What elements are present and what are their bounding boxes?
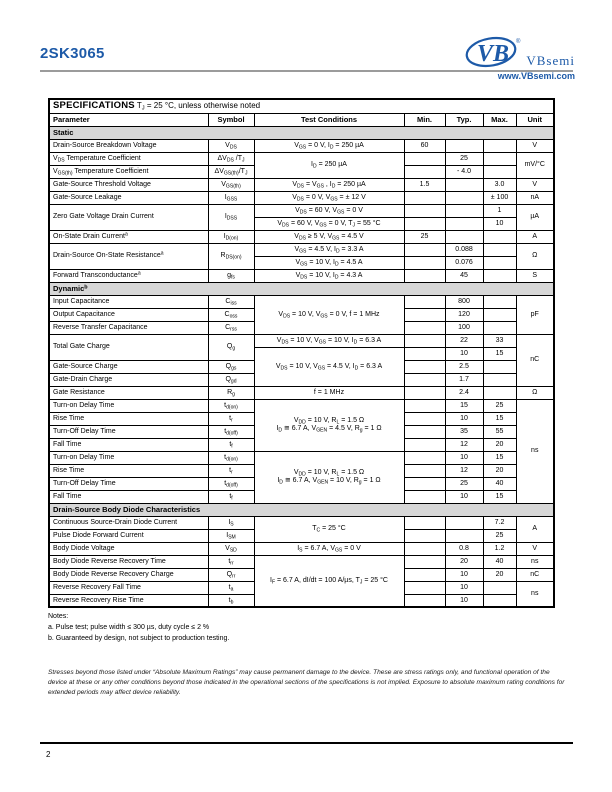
spec-cell: [404, 568, 445, 581]
note-b: b. Guaranteed by design, not subject to production testing.: [48, 635, 230, 643]
spec-cell: $V_{DD} = 10$ V, $R_L = 1.5$ Ω $I_D$ ≅ 6.7 A, $V_{GEN} = 4.5$ V, $R_g = 1$ Ω: [254, 399, 404, 451]
specifications-table: [48, 98, 555, 608]
vbsemi-monogram-icon: [465, 36, 523, 73]
spec-cell: $V_{DS}$: [208, 139, 254, 152]
spec-cell: 1.2: [483, 542, 516, 555]
spec-cell: µA: [516, 204, 554, 230]
spec-cell: $I_{GSS}$: [208, 191, 254, 204]
section-header-0: Static: [49, 126, 554, 139]
spec-cell: 33: [483, 334, 516, 347]
spec-cell: [483, 243, 516, 256]
col-header-symbol: Symbol: [208, 113, 254, 126]
spec-row: [49, 269, 554, 282]
spec-cell: $g_{fs}$: [208, 269, 254, 282]
spec-cell: Rise Time: [49, 412, 208, 425]
spec-cell: Turn-on Delay Time: [49, 451, 208, 464]
spec-row: [49, 191, 554, 204]
spec-cell: [404, 334, 445, 347]
spec-row: [49, 178, 554, 191]
spec-cell: [404, 308, 445, 321]
spec-cell: 10: [445, 412, 483, 425]
spec-cell: Drain-Source Breakdown Voltage: [49, 139, 208, 152]
spec-cell: V: [516, 542, 554, 555]
spec-cell: $t_{rr}$: [208, 555, 254, 568]
spec-cell: V: [516, 178, 554, 191]
spec-cell: 25: [445, 152, 483, 165]
spec-cell: Fall Time: [49, 438, 208, 451]
spec-cell: Body Diode Reverse Recovery Charge: [49, 568, 208, 581]
spec-cell: [404, 243, 445, 256]
spec-cell: [483, 295, 516, 308]
spec-cell: $t_{d(on)}$: [208, 399, 254, 412]
spec-cell: $V_{DS} = 10$ V, $V_{GS} = 10$ V, $I_D = 6.3$ A: [254, 334, 404, 347]
spec-cell: 0.076: [445, 256, 483, 269]
spec-cell: Gate-Source Threshold Voltage: [49, 178, 208, 191]
spec-row: [49, 386, 554, 399]
svg-text:®: ®: [516, 39, 521, 45]
spec-cell: V: [516, 139, 554, 152]
spec-cell: $C_{rss}$: [208, 321, 254, 334]
spec-cell: [404, 581, 445, 594]
spec-cell: $t_{d(off)}$: [208, 477, 254, 490]
spec-cell: $T_C = 25$ °C: [254, 516, 404, 542]
spec-cell: 10: [445, 581, 483, 594]
spec-cell: 10: [483, 217, 516, 230]
spec-cell: 35: [445, 425, 483, 438]
col-header-typ: Typ.: [445, 113, 483, 126]
spec-cell: 15: [483, 451, 516, 464]
spec-cell: $V_{GS} = 0$ V, $I_D = 250$ µA: [254, 139, 404, 152]
spec-cell: 20: [445, 555, 483, 568]
part-number: 2SK3065: [40, 45, 105, 62]
spec-cell: $I_D = 250$ µA: [254, 152, 404, 178]
page-number: 2: [46, 750, 51, 759]
spec-cell: pF: [516, 295, 554, 334]
spec-cell: [445, 191, 483, 204]
spec-cell: [404, 412, 445, 425]
spec-cell: 1.5: [404, 178, 445, 191]
spec-cell: ± 100: [483, 191, 516, 204]
spec-cell: 25: [445, 477, 483, 490]
spec-cell: Continuous Source-Drain Diode Current: [49, 516, 208, 529]
spec-cell: 120: [445, 308, 483, 321]
spec-cell: Reverse Recovery Fall Time: [49, 581, 208, 594]
spec-cell: nA: [516, 191, 554, 204]
spec-cell: 800: [445, 295, 483, 308]
spec-cell: Forward Transconductance$^a$: [49, 269, 208, 282]
spec-cell: 20: [483, 568, 516, 581]
spec-cell: $t_b$: [208, 594, 254, 607]
spec-cell: $I_F = 6.7$ A, dI/dt = 100 A/µs, $T_J = 25$ °C: [254, 555, 404, 607]
notes-heading: Notes:: [48, 613, 69, 621]
spec-cell: Ω: [516, 386, 554, 399]
spec-row: [49, 542, 554, 555]
spec-cell: $I_S$: [208, 516, 254, 529]
spec-cell: [445, 230, 483, 243]
spec-cell: 0.088: [445, 243, 483, 256]
spec-cell: mV/°C: [516, 152, 554, 178]
spec-cell: Turn-Off Delay Time: [49, 425, 208, 438]
spec-cell: 15: [483, 490, 516, 503]
spec-cell: [404, 516, 445, 529]
spec-cell: [483, 152, 516, 165]
spec-cell: Ω: [516, 243, 554, 269]
spec-cell: [483, 308, 516, 321]
spec-cell: 40: [483, 555, 516, 568]
spec-cell: $V_{DS} = 10$ V, $V_{GS} = 0$ V, f = 1 MHz: [254, 295, 404, 334]
spec-cell: 22: [445, 334, 483, 347]
spec-cell: [404, 295, 445, 308]
spec-cell: 60: [404, 139, 445, 152]
spec-cell: $V_{DS} = 60$ V, $V_{GS} = 0$ V: [254, 204, 404, 217]
spec-cell: 15: [483, 412, 516, 425]
spec-cell: Gate Resistance: [49, 386, 208, 399]
spec-row: [49, 152, 554, 165]
spec-cell: 10: [445, 347, 483, 360]
spec-cell: Body Diode Voltage: [49, 542, 208, 555]
spec-cell: [483, 386, 516, 399]
spec-cell: [445, 139, 483, 152]
spec-cell: [404, 594, 445, 607]
notes-block: [48, 612, 554, 645]
spec-cell: Fall Time: [49, 490, 208, 503]
spec-cell: $V_{GS(th)}$ Temperature Coefficient: [49, 165, 208, 178]
spec-cell: [404, 321, 445, 334]
spec-cell: [404, 204, 445, 217]
spec-cell: A: [516, 230, 554, 243]
spec-cell: $t_r$: [208, 412, 254, 425]
spec-cell: 3.0: [483, 178, 516, 191]
spec-cell: 55: [483, 425, 516, 438]
spec-cell: $V_{DS}$ Temperature Coefficient: [49, 152, 208, 165]
spec-cell: $C_{oss}$: [208, 308, 254, 321]
spec-cell: $t_{d(on)}$: [208, 451, 254, 464]
spec-cell: $V_{DS} = 10$ V, $V_{GS} = 4.5$ V, $I_D = 6.3$ A: [254, 347, 404, 386]
col-header-unit: Unit: [516, 113, 554, 126]
spec-table-body: [49, 99, 554, 607]
spec-cell: [483, 581, 516, 594]
spec-cell: nC: [516, 568, 554, 581]
spec-cell: $R_{DS(on)}$: [208, 243, 254, 269]
spec-cell: $V_{DS} = V_{GS}$ , $I_D = 250$ µA: [254, 178, 404, 191]
spec-cell: 100: [445, 321, 483, 334]
spec-cell: [404, 217, 445, 230]
spec-cell: ns: [516, 399, 554, 503]
section-header-1: Dynamic$^b$: [49, 282, 554, 295]
spec-cell: 15: [445, 399, 483, 412]
spec-cell: [404, 373, 445, 386]
spec-row: [49, 243, 554, 256]
spec-row: [49, 399, 554, 412]
spec-cell: $C_{iss}$: [208, 295, 254, 308]
spec-cell: $t_r$: [208, 464, 254, 477]
spec-cell: Body Diode Reverse Recovery Time: [49, 555, 208, 568]
spec-cell: [483, 269, 516, 282]
spec-cell: Reverse Recovery Rise Time: [49, 594, 208, 607]
vbsemi-logo: [425, 36, 575, 81]
spec-cell: 10: [445, 594, 483, 607]
spec-row: [49, 516, 554, 529]
spec-cell: [483, 360, 516, 373]
spec-cell: 12: [445, 438, 483, 451]
spec-row: [49, 139, 554, 152]
spec-cell: [404, 399, 445, 412]
spec-cell: $t_a$: [208, 581, 254, 594]
spec-cell: [404, 360, 445, 373]
spec-cell: $I_{SM}$: [208, 529, 254, 542]
spec-row: [49, 555, 554, 568]
spec-cell: 10: [445, 568, 483, 581]
logo-name: VBsemi: [526, 53, 575, 68]
col-header-parameter: Parameter: [49, 113, 208, 126]
spec-cell: [404, 152, 445, 165]
section-row: [49, 503, 554, 516]
spec-cell: Total Gate Charge: [49, 334, 208, 360]
spec-cell: 0.8: [445, 542, 483, 555]
spec-cell: $R_g$: [208, 386, 254, 399]
column-header-row: [49, 113, 554, 126]
spec-cell: $\Delta V_{DS}$ $/T_J$: [208, 152, 254, 165]
spec-cell: 40: [483, 477, 516, 490]
spec-cell: 2.5: [445, 360, 483, 373]
spec-cell: 15: [483, 347, 516, 360]
spec-cell: $V_{GS} = 10$ V, $I_D = 4.5$ A: [254, 256, 404, 269]
spec-cell: $Q_g$: [208, 334, 254, 360]
spec-cell: $I_S = 6.7$ A, $V_{GS} = 0$ V: [254, 542, 404, 555]
spec-cell: [404, 256, 445, 269]
col-header-min: Min.: [404, 113, 445, 126]
spec-cell: [404, 438, 445, 451]
spec-cell: Turn-Off Delay Time: [49, 477, 208, 490]
footer-divider: [40, 742, 573, 744]
spec-cell: $Q_{gs}$: [208, 360, 254, 373]
spec-cell: 2.4: [445, 386, 483, 399]
spec-cell: 1: [483, 204, 516, 217]
spec-cell: [404, 425, 445, 438]
spec-cell: Input Capacitance: [49, 295, 208, 308]
spec-cell: $t_f$: [208, 490, 254, 503]
logo-url: www.VBsemi.com: [497, 71, 575, 81]
spec-cell: [445, 529, 483, 542]
spec-cell: [483, 230, 516, 243]
spec-cell: A: [516, 516, 554, 542]
spec-cell: Rise Time: [49, 464, 208, 477]
spec-title: SPECIFICATIONS: [53, 100, 135, 111]
spec-cell: [404, 347, 445, 360]
spec-cell: 20: [483, 464, 516, 477]
spec-cell: $V_{SD}$: [208, 542, 254, 555]
spec-cell: [483, 321, 516, 334]
spec-cell: [404, 269, 445, 282]
spec-cell: Turn-on Delay Time: [49, 399, 208, 412]
spec-cell: S: [516, 269, 554, 282]
spec-cell: $V_{DS} \ge 5$ V, $V_{GS} = 4.5$ V: [254, 230, 404, 243]
spec-cell: ns: [516, 555, 554, 568]
spec-row: [49, 334, 554, 347]
spec-cell: $V_{DS} = 10$ V, $I_D = 4.3$ A: [254, 269, 404, 282]
spec-cell: 20: [483, 438, 516, 451]
spec-cell: Gate-Drain Charge: [49, 373, 208, 386]
spec-row: [49, 451, 554, 464]
spec-cell: [445, 204, 483, 217]
spec-cell: $t_{d(off)}$: [208, 425, 254, 438]
spec-cell: [404, 529, 445, 542]
section-row: [49, 126, 554, 139]
col-header-max: Max.: [483, 113, 516, 126]
spec-cell: nC: [516, 334, 554, 386]
spec-cell: [483, 256, 516, 269]
spec-cell: 10: [445, 451, 483, 464]
spec-cell: [404, 451, 445, 464]
spec-cell: $Q_{gd}$: [208, 373, 254, 386]
spec-cell: 12: [445, 464, 483, 477]
section-row: [49, 282, 554, 295]
spec-cell: Gate-Source Charge: [49, 360, 208, 373]
spec-cell: 1.7: [445, 373, 483, 386]
spec-cell: $t_f$: [208, 438, 254, 451]
spec-title-cell: [49, 99, 554, 113]
spec-cell: Output Capacitance: [49, 308, 208, 321]
spec-cell: 10: [445, 490, 483, 503]
spec-cell: $I_{D(on)}$: [208, 230, 254, 243]
spec-cell: $V_{DS} = 60$ V, $V_{GS} = 0$ V, $T_J = 55$ °C: [254, 217, 404, 230]
col-header-test-conditions: Test Conditions: [254, 113, 404, 126]
spec-cell: 25: [483, 529, 516, 542]
spec-cell: 7.2: [483, 516, 516, 529]
spec-cell: [404, 490, 445, 503]
spec-cell: [483, 373, 516, 386]
spec-cell: $V_{GS} = 4.5$ V, $I_D = 3.3$ A: [254, 243, 404, 256]
content-area: [48, 98, 554, 645]
spec-cell: Gate-Source Leakage: [49, 191, 208, 204]
note-a: a. Pulse test; pulse width ≤ 300 µs, duty cycle ≤ 2 %: [48, 624, 210, 632]
spec-cell: f = 1 MHz: [254, 386, 404, 399]
spec-cell: [404, 542, 445, 555]
disclaimer-text: Stresses beyond those listed under “Absolute Maximum Ratings” may cause permanent damage to the device. These are stress ratings only, and functional operation of the device at these or any other conditions beyond those indicated in the operational sections of the specifications is not implied. Exposure to absolute maximum rating conditions for extended periods may affect device reliability.: [48, 669, 565, 697]
spec-cell: [483, 165, 516, 178]
spec-cell: $V_{DD} = 10$ V, $R_L = 1.5$ Ω $I_D$ ≅ 6.7 A, $V_{GEN} = 10$ V, $R_g = 1$ Ω: [254, 451, 404, 503]
spec-cell: [445, 217, 483, 230]
spec-cell: [445, 516, 483, 529]
spec-cell: $V_{DS} = 0$ V, $V_{GS}$ = ± 12 V: [254, 191, 404, 204]
spec-title-condition: $T_J = 25$ °C, unless otherwise noted: [134, 101, 261, 112]
spec-cell: [404, 191, 445, 204]
spec-row: [49, 230, 554, 243]
spec-cell: Zero Gate Voltage Drain Current: [49, 204, 208, 230]
spec-cell: [404, 464, 445, 477]
spec-cell: [404, 165, 445, 178]
spec-cell: $V_{GS(th)}$: [208, 178, 254, 191]
spec-cell: Drain-Source On-State Resistance$^a$: [49, 243, 208, 269]
spec-cell: [483, 594, 516, 607]
section-header-2: Drain-Source Body Diode Characteristics: [49, 503, 554, 516]
spec-cell: [445, 178, 483, 191]
spec-cell: On-State Drain Current$^a$: [49, 230, 208, 243]
spec-cell: ns: [516, 581, 554, 607]
spec-title-row: [49, 99, 554, 113]
spec-cell: $Q_{rr}$: [208, 568, 254, 581]
svg-text:VB: VB: [477, 41, 510, 67]
spec-cell: - 4.0: [445, 165, 483, 178]
spec-cell: $\Delta V_{GS(th)}/T_J$: [208, 165, 254, 178]
spec-cell: Reverse Transfer Capacitance: [49, 321, 208, 334]
spec-cell: 25: [483, 399, 516, 412]
spec-row: [49, 295, 554, 308]
spec-row: [49, 204, 554, 217]
spec-cell: [404, 386, 445, 399]
spec-cell: Pulse Diode Forward Current: [49, 529, 208, 542]
spec-cell: $I_{DSS}$: [208, 204, 254, 230]
spec-cell: [404, 477, 445, 490]
spec-cell: [483, 139, 516, 152]
spec-cell: 45: [445, 269, 483, 282]
spec-cell: [404, 555, 445, 568]
spec-cell: 25: [404, 230, 445, 243]
